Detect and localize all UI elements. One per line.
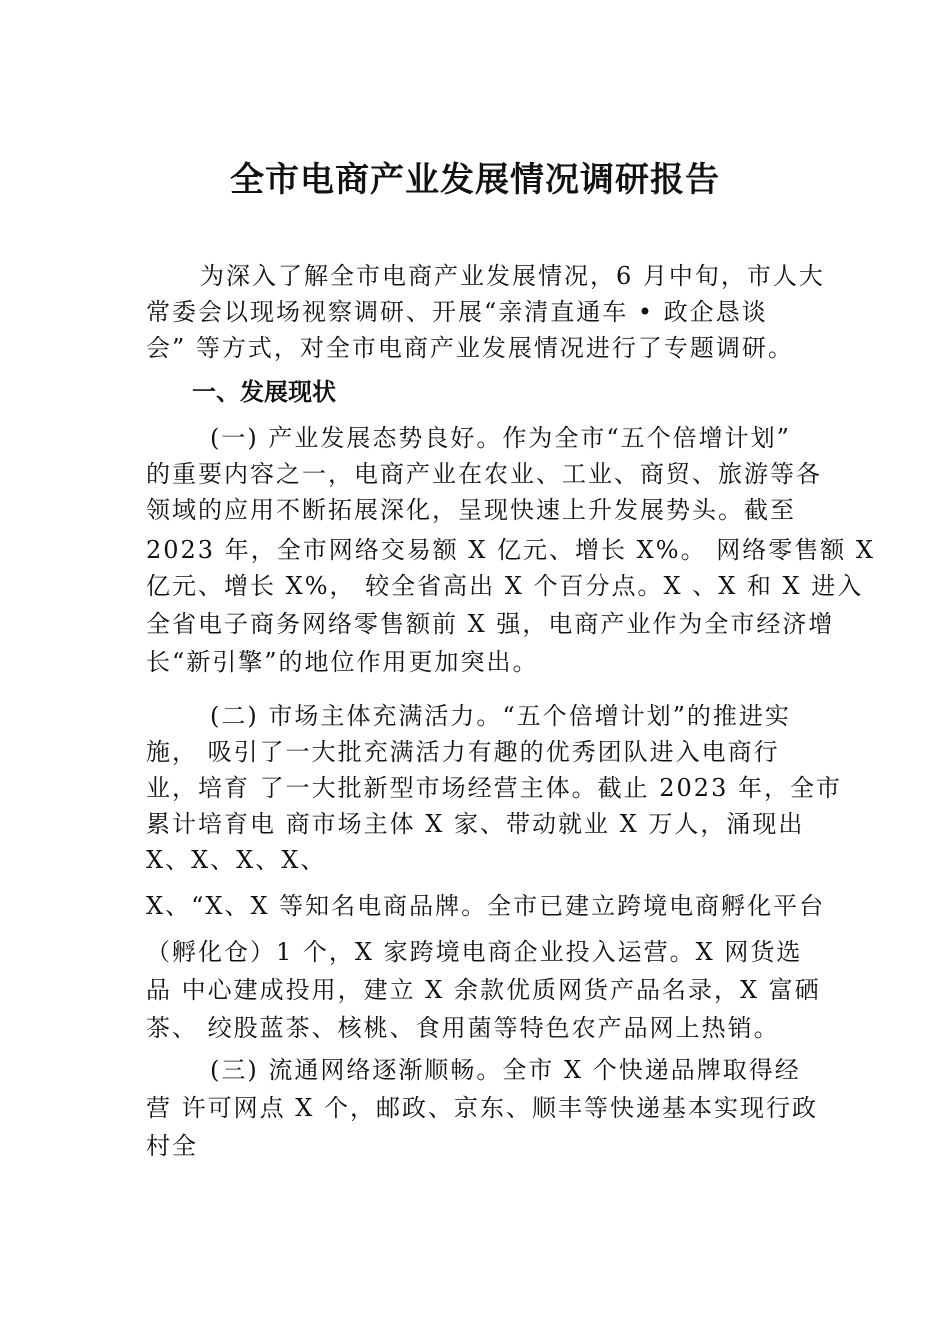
para-1-line-3: 领域的应用不断拓展深化，呈现快速上升发展势头。截至: [146, 496, 796, 524]
para-1-line-7: 长“新引擎”的地位作用更加突出。: [146, 648, 539, 676]
para-2-line-5: X、X、X、X、: [146, 846, 327, 874]
intro-line-2: 常委会以现场视察调研、开展“亲清直通车 • 政企恳谈: [146, 298, 768, 326]
para-1-line-4: 2023 年，全市网络交易额 X 亿元、增长 X%。 网络零售额 X: [146, 536, 875, 564]
intro-line-3: 会” 等方式，对全市电商产业发展情况进行了专题调研。: [146, 334, 794, 362]
para-2-line-4: 累计培育电 商市场主体 X 家、带动就业 X 万人，涌现出: [146, 810, 805, 838]
para-3-line-1: (三) 流通网络逐渐顺畅。全市 X 个快递品牌取得经: [210, 1056, 801, 1084]
para-3-line-2: 营 许可网点 X 个，邮政、京东、顺丰等快递基本实现行政: [146, 1094, 818, 1122]
para-1-line-1: (一) 产业发展态势良好。作为全市“五个倍增计划”: [210, 424, 791, 452]
para-2-line-1: (二) 市场主体充满活力。“五个倍增计划”的推进实: [210, 702, 791, 730]
para-2-line-6: X、“X、X 等知名电商品牌。全市已建立跨境电商孵化平台: [146, 892, 826, 920]
para-2-line-3: 业，培育 了一大批新型市场经营主体。截止 2023 年，全市: [146, 774, 842, 802]
document-title: 全市电商产业发展情况调研报告: [230, 160, 720, 200]
para-2-line-8: 品 中心建成投用，建立 X 余款优质网货产品名录，X 富硒: [146, 976, 821, 1004]
para-1-line-6: 全省电子商务网络零售额前 X 强，电商产业作为全市经济增: [146, 610, 835, 638]
para-2-line-2: 施， 吸引了一大批充满活力有趣的优秀团队进入电商行: [146, 738, 780, 766]
para-1-line-2: 的重要内容之一，电商产业在农业、工业、商贸、旅游等各: [146, 460, 822, 488]
para-1-line-5: 亿元、增长 X%， 较全省高出 X 个百分点。X 、X 和 X 进入: [146, 572, 864, 600]
intro-line-1: 为深入了解全市电商产业发展情况，6 月中旬，市人大: [200, 262, 825, 290]
section-heading: 一、发展现状: [192, 378, 336, 406]
para-2-line-7: （孵化仓）1 个，X 家跨境电商企业投入运营。X 网货选: [146, 938, 803, 966]
para-2-line-9: 茶、 绞股蓝茶、核桃、食用菌等特色农产品网上热销。: [146, 1014, 780, 1042]
para-3-line-3: 村全: [146, 1132, 198, 1160]
